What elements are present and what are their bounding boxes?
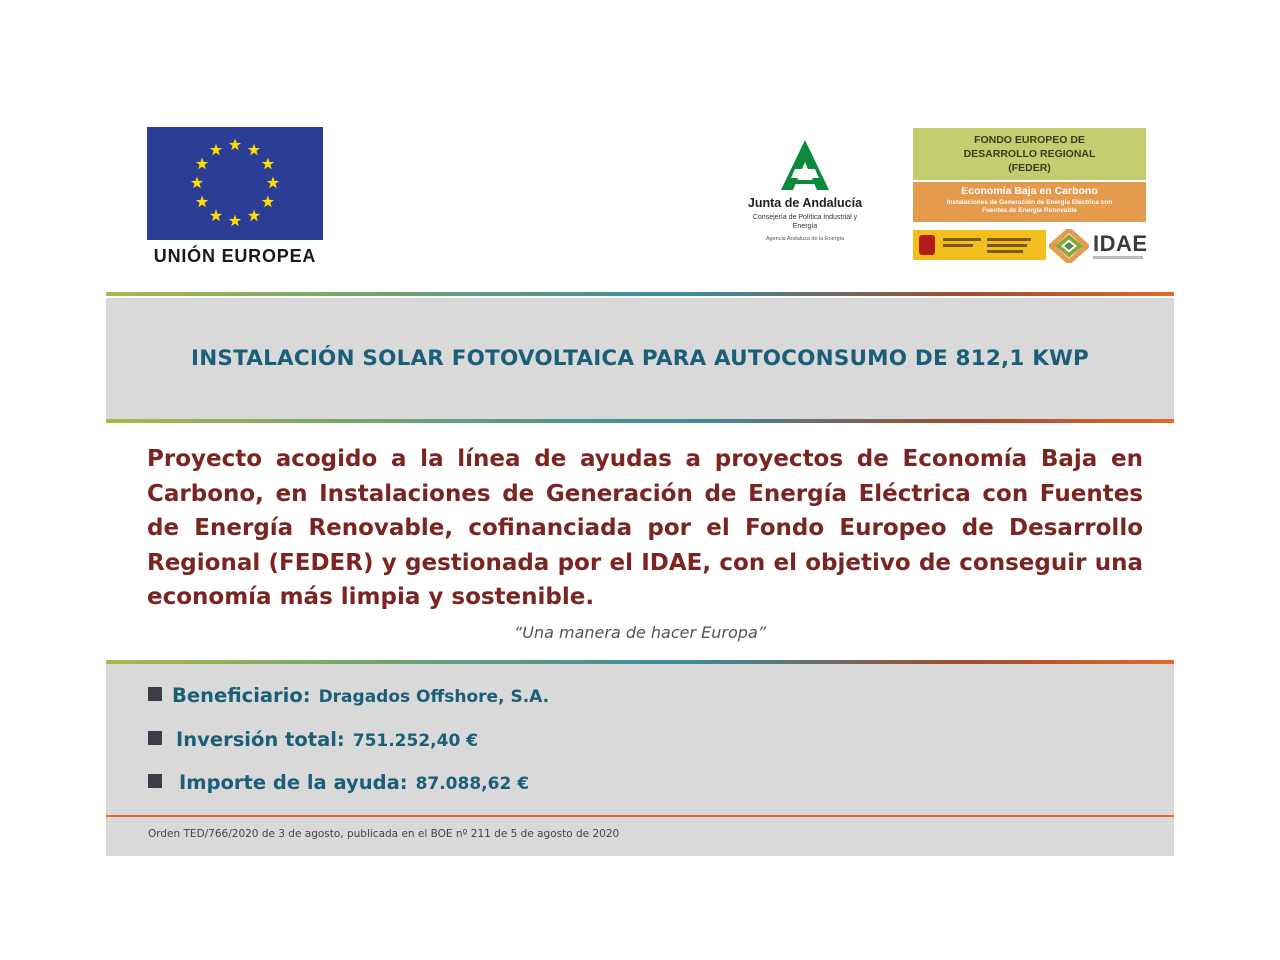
aid-value: 87.088,62 € xyxy=(415,774,530,794)
eu-star-icon xyxy=(262,158,274,170)
junta-andalucia-logo xyxy=(732,138,878,258)
idae-mark-icon xyxy=(1049,229,1089,263)
aid-label: Importe de la ayuda: xyxy=(179,771,408,794)
feder-program-block xyxy=(913,182,1146,222)
idae-wordmark: IDAE xyxy=(1093,231,1148,256)
beneficiary-value: Dragados Offshore, S.A. xyxy=(318,687,550,707)
eu-motto: “Una manera de hacer Europa” xyxy=(513,623,767,642)
eu-star-icon xyxy=(210,209,222,221)
beneficiary-label: Beneficiario: xyxy=(172,684,311,707)
investment-row xyxy=(148,728,478,751)
feder-title: FONDO EUROPEO DE DESARROLLO REGIONAL (FEDER) xyxy=(963,134,1096,174)
eu-star-icon xyxy=(196,196,208,208)
project-description: Proyecto acogido a la línea de ayudas a proyectos de Economía Baja en Carbono, en Instalaciones de Generación de Energía Eléctrica con Fuentes de Energía Renovable, cofinanciada por el Fondo Europeo de Desarrollo Regional (FEDER) y gestionada por el IDAE, con el objetivo de conseguir una economía más limpia y sostenible. xyxy=(147,446,1143,610)
square-bullet-icon xyxy=(148,774,162,788)
eu-label: UNIÓN EUROPEA xyxy=(153,246,317,266)
square-bullet-icon xyxy=(148,731,162,745)
aid-row xyxy=(148,771,529,794)
eu-star-icon xyxy=(248,144,260,156)
junta-a-mark-icon xyxy=(777,138,833,192)
order-reference: Orden TED/766/2020 de 3 de agosto, publicada en el BOE nº 211 de 5 de agosto de 2020 xyxy=(148,828,620,840)
beneficiary-row xyxy=(148,684,549,707)
junta-name: Junta de Andalucía xyxy=(747,196,863,210)
top-divider xyxy=(106,292,1174,296)
eu-star-icon xyxy=(229,139,241,151)
investment-label: Inversión total: xyxy=(176,728,345,751)
junta-department: Consejería de Política Industrial y Energía xyxy=(752,214,858,230)
investment-value: 751.252,40 € xyxy=(352,731,479,751)
eu-star-icon xyxy=(210,144,222,156)
square-bullet-icon xyxy=(148,687,162,701)
title-band xyxy=(106,298,1174,419)
eu-logo xyxy=(147,127,323,270)
feder-logo-box xyxy=(913,128,1146,268)
feder-title-block xyxy=(913,128,1146,180)
info-band xyxy=(106,664,1174,856)
eu-star-icon xyxy=(196,158,208,170)
feder-program-subtitle: Instalaciones de Generación de Energía Eléctrica con Fuentes de Energía Renovable xyxy=(946,199,1113,214)
eu-star-icon xyxy=(267,177,279,189)
eu-flag-icon xyxy=(147,127,323,240)
feder-program-title: Economía Baja en Carbono xyxy=(961,185,1098,197)
eu-star-icon xyxy=(191,177,203,189)
sponsor-logos xyxy=(913,225,1146,267)
title-divider xyxy=(106,419,1174,423)
order-divider xyxy=(106,815,1174,817)
junta-agency: Agencia Andaluza de la Energía xyxy=(765,236,845,242)
eu-star-icon xyxy=(248,209,260,221)
ministry-logo xyxy=(913,230,1046,260)
project-title: INSTALACIÓN SOLAR FOTOVOLTAICA PARA AUTOCONSUMO DE 812,1 KWP xyxy=(191,346,1089,371)
eu-star-icon xyxy=(262,196,274,208)
eu-star-icon xyxy=(229,215,241,227)
coat-of-arms-icon xyxy=(919,235,935,255)
